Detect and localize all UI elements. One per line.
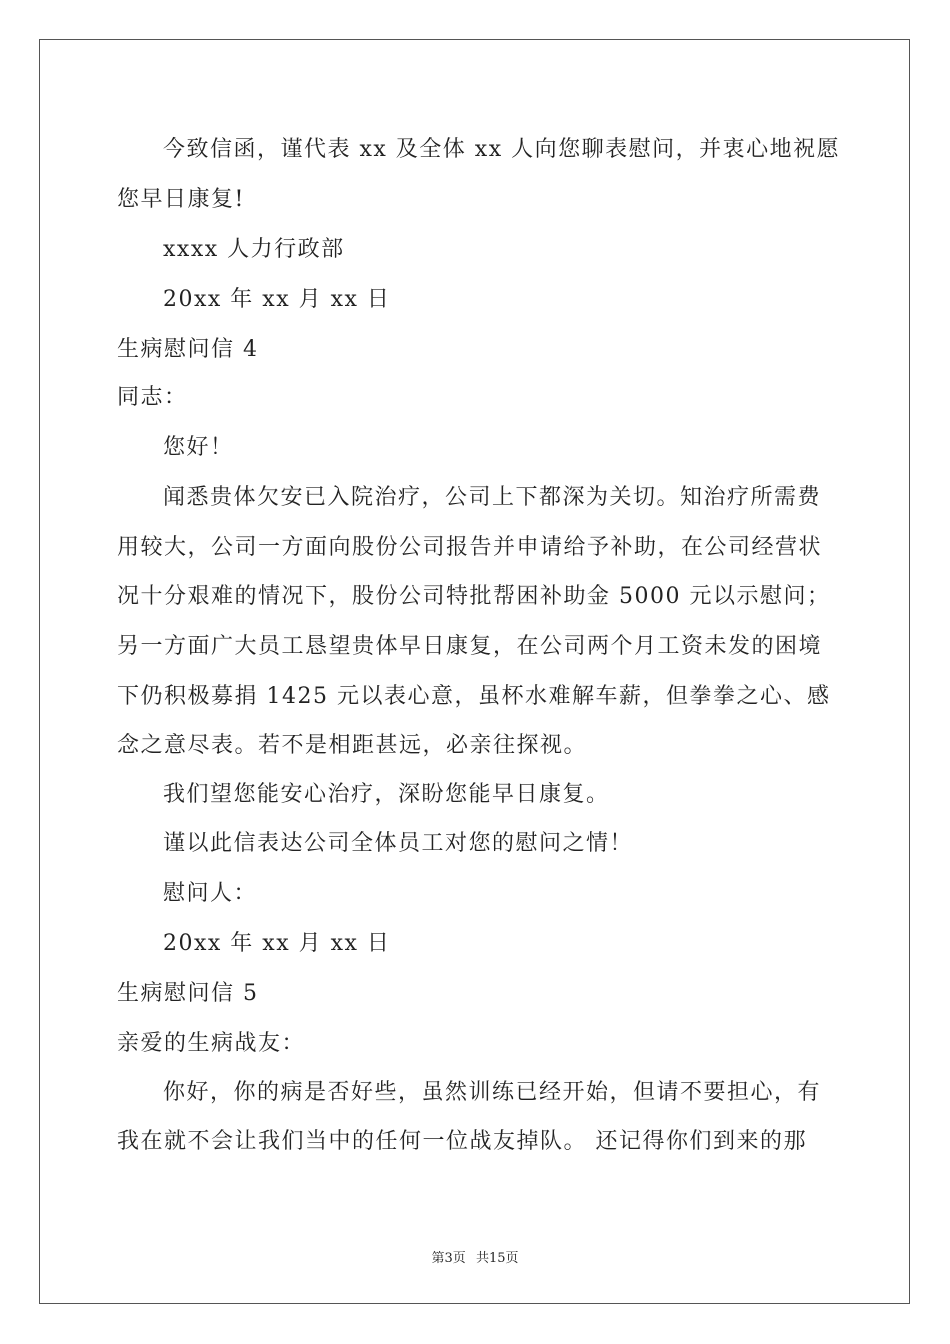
text-line: 用较大，公司一方面向股份公司报告并申请给予补助，在公司经营状 <box>117 535 823 560</box>
date-line: 20xx 年 xx 月 xx 日 <box>163 287 391 312</box>
text-line: 你好，你的病是否好些，虽然训练已经开始，但请不要担心，有 <box>163 1080 822 1105</box>
signature-department: xxxx 人力行政部 <box>163 237 345 262</box>
total-pages: 共15页 <box>475 1251 519 1266</box>
text-line: 谨以此信表达公司全体员工对您的慰问之情！ <box>163 831 634 856</box>
section-heading: 生病慰问信 5 <box>117 981 259 1006</box>
text-line: 您早日康复! <box>117 187 245 212</box>
text-line: 我在就不会让我们当中的任何一位战友掉队。 还记得你们到来的那 <box>117 1129 807 1154</box>
signature-label: 慰问人： <box>163 881 258 906</box>
page-number: 第3页 <box>431 1251 466 1266</box>
text-line: 闻悉贵体欠安已入院治疗，公司上下都深为关切。知治疗所需费 <box>163 485 822 510</box>
text-line: 下仍积极募捐 1425 元以表心意，虽杯水难解车薪，但拳拳之心、感 <box>117 684 831 709</box>
page-frame <box>39 39 910 1304</box>
text-line: 我们望您能安心治疗，深盼您能早日康复。 <box>163 782 610 807</box>
text-line: 况十分艰难的情况下，股份公司特批帮困补助金 5000 元以示慰问； <box>117 584 831 609</box>
text-line: 另一方面广大员工恳望贵体早日康复，在公司两个月工资未发的困境 <box>117 634 823 659</box>
section-heading: 生病慰问信 4 <box>117 337 259 362</box>
salutation: 同志： <box>117 385 188 410</box>
text-line: 念之意尽表。若不是相距甚远，必亲往探视。 <box>117 733 588 758</box>
text-line: 今致信函，谨代表 xx 及全体 xx 人向您聊表慰问，并衷心地祝愿 <box>163 137 841 162</box>
greeting: 您好！ <box>163 435 234 460</box>
salutation: 亲爱的生病战友： <box>117 1031 306 1056</box>
page-footer <box>0 1247 950 1266</box>
date-line: 20xx 年 xx 月 xx 日 <box>163 931 391 956</box>
